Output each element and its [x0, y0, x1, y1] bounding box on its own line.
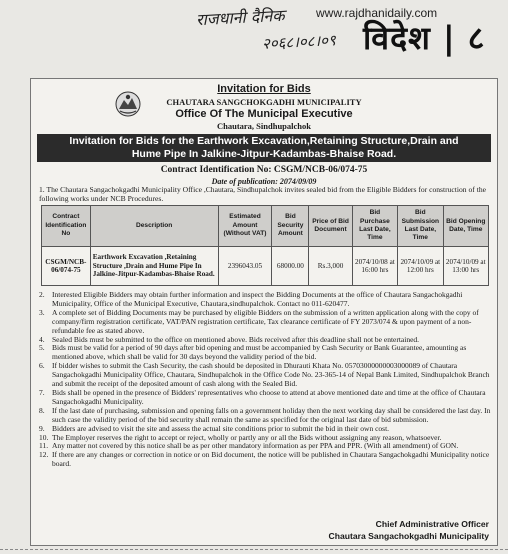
banner-line-1: Invitation for Bids for the Earthwork Excavation,Retaining Structure,Drain and	[69, 135, 459, 147]
col-bid-security: Bid Security Amount	[272, 206, 309, 247]
clause-item: 8. If the last date of purchasing, submission and opening falls on a government holiday then the next working day shall be considered the last day. In such case the validity period of the bid security shall remain the same as specified for the original last date of bid submission.	[39, 405, 491, 424]
clause-item: 11. Any matter not covered by this notice shall be as per other mandatory information as per PPA and PPR. (With all amendment) of GON.	[39, 441, 459, 451]
cell-purchase-deadline: 2074/10/08 at 16:00 hrs	[352, 247, 397, 286]
col-opening-date: Bid Opening Date, Time	[443, 206, 488, 247]
office-name: Office Of The Municipal Executive	[175, 108, 353, 120]
bid-notice	[30, 78, 498, 546]
col-estimated-amount: Estimated Amount (Without VAT)	[218, 206, 272, 247]
handwritten-date: २०६८।०८।०९	[261, 31, 337, 53]
clause-item: 3. A complete set of Bidding Documents may be purchased by eligible Bidders on the submission of a written application along with the copy of company/firm registration certificate, VAT/PAN registration certificate, Tax clearance certificate of FY 2073/074 & upon payment of a non-refundable fee as stated above.	[39, 307, 479, 335]
clause-item: 9. Bidders are advised to visit the site and assess the actual site conditions prior to submit the bid in their own cost.	[39, 423, 390, 433]
office-location: Chautara, Sindhupalchok	[216, 121, 311, 131]
project-banner	[37, 134, 491, 162]
clause-item: 7. Bids shall be opened in the presence of Bidders' representatives who choose to attend at above mentioned date and time at the office of Chautara Sangachokgadhi Municipality.	[39, 387, 486, 406]
table-row	[42, 247, 489, 286]
cell-opening-date: 2074/10/09 at 13:00 hrs	[443, 247, 488, 286]
table-header-row	[42, 206, 489, 247]
contract-identification: Contract Identification No: CSGM/NCB-06/074-75	[160, 165, 368, 175]
col-contract-id: Contract Identification No	[42, 206, 91, 247]
clause-item: 5. Bids must be valid for a period of 90 days after bid opening and must be accompanied by Cash Security or Bank Guarantee, amounting as mentioned above, which shall be valid for 30 days beyond the validity period of the bid.	[39, 343, 467, 362]
newspaper-name-script: राजधानी दैनिक	[195, 5, 285, 30]
cell-contract-id: CSGM/NCB-06/074-75	[42, 247, 91, 286]
organization-name: CHAUTARA SANGCHOKGADHI MUNICIPALITY	[166, 97, 362, 107]
clipping-edge-divider	[0, 549, 508, 552]
col-bid-document-price: Price of Bid Document	[309, 206, 352, 247]
section-page-label: विदेश | ८	[363, 19, 486, 57]
newspaper-masthead	[0, 0, 508, 72]
col-description: Description	[90, 206, 218, 247]
signatory-organization: Chautara Sangachokgadhi Municipality	[328, 531, 489, 541]
banner-line-2: Hume Pipe In Jalkine-Jitpur-Kadambas-Bhaise Road.	[131, 148, 397, 160]
clause-item: 10. The Employer reserves the right to accept or reject, wholly or partly any or all the Bids without assigning any reason, whatsoever.	[39, 432, 442, 442]
notice-heading: Invitation for Bids	[217, 83, 311, 95]
clause-item: 6. If bidder wishes to submit the Cash Security, the cash should be deposited in Dhurauti Khata No. 05703000000003000089 of Chautara Sangachokgadhi Municipality Office, Chautara, Sindhupalchok in the Office Code No. 23-365-14 of Nepal Bank Limited, Sindhupalchok Branch and submit the receipt of the deposited amount of cash along with the Sealed Bid.	[39, 361, 490, 389]
clause-item: 4. Sealed Bids must be submitted to the office on mentioned above. Bids received after this deadline shall not be entertained.	[39, 334, 420, 344]
col-submission-deadline: Bid Submission Last Date, Time	[398, 206, 443, 247]
cell-description: Earthwork Excavation ,Retaining Structure ,Drain and Hume Pipe In Jalkine-Jitpur-Kadambas-Bhaise Road.	[90, 247, 218, 286]
signatory-title: Chief Administrative Officer	[375, 519, 489, 529]
cell-submission-deadline: 2074/10/09 at 12:00 hrs	[398, 247, 443, 286]
bid-schedule-table	[41, 205, 489, 286]
cell-bid-document-price: Rs.3,000	[309, 247, 352, 286]
col-purchase-deadline: Bid Purchase Last Date, Time	[352, 206, 397, 247]
notice-clauses	[39, 291, 491, 469]
newspaper-url: www.rajdhanidaily.com	[316, 6, 438, 20]
cell-bid-security: 68000.00	[272, 247, 309, 286]
clause-item: 2. Interested Eligible Bidders may obtain further information and inspect the Bidding Documents at the office of Chautara Sangachokgadhi Municipality, Office of the Municipal Executive, Chautara,sindhupalchok. Contact no 011-620477.	[39, 290, 463, 308]
cell-estimated-amount: 2396043.05	[218, 247, 272, 286]
clause-item: 12. If there are any changes or correction in notice or on Bid document, the notice will be published in Chautara Sangachokgadhi Municipality notice board.	[39, 450, 490, 469]
intro-clause: 1. The Chautara Sangachokgadhi Municipality Office ,Chautara, Sindhupalchok invites sealed bid from the Eligible Bidders for construction of the following works under NCB Procedures.	[39, 185, 487, 203]
publication-date: Date of publication: 2074/09/09	[211, 177, 317, 186]
